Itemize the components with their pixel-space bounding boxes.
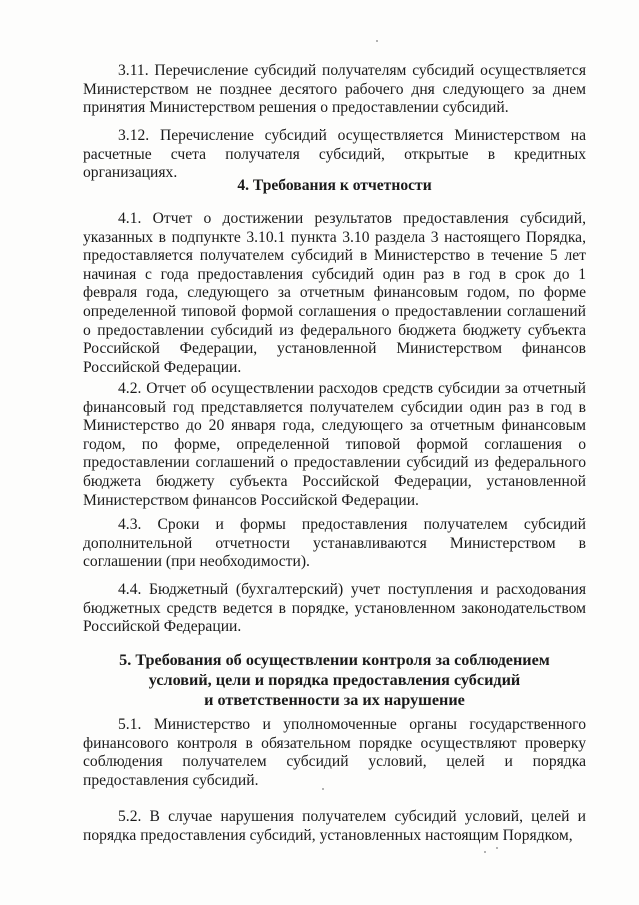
paragraph-5-1: 5.1. Министерство и уполномоченные органы государственного финансового контроля в обязательном порядке осуществляют проверку соблюдения получателем субсидий условий, целей и порядка предоставления субсидий.	[83, 716, 586, 789]
section-5-heading-line-1: 5. Требования об осуществлении контроля за соблюдением	[119, 651, 550, 669]
scan-speck	[484, 851, 486, 853]
scan-speck	[376, 40, 378, 42]
section-5-heading-line-3: и ответственности за их нарушение	[204, 691, 465, 709]
section-5-heading	[83, 650, 586, 710]
paragraph-5-2: 5.2. В случае нарушения получателем субсидий условий, целей и порядка предоставления субсидий, установленных настоящим Порядком,	[83, 808, 586, 844]
scan-speck	[496, 847, 498, 849]
paragraph-4-3: 4.3. Сроки и формы предоставления получателем субсидий дополнительной отчетности устанавливаются Министерством в соглашении (при необходимости).	[83, 516, 586, 571]
paragraph-4-2: 4.2. Отчет об осуществлении расходов средств субсидии за отчетный финансовый год представляется получателем субсидии один раз в год в Министерство до 20 января года, следующего за отчетным финансовым годом, по форме, определенной типовой формой соглашения о предоставлении соглашений о предоставлении субсидий из федерального бюджета бюджету субъекта Российской Федерации, установленной Министерством финансов Российской Федерации.	[83, 380, 586, 509]
paragraph-3-12: 3.12. Перечисление субсидий осуществляется Министерством на расчетные счета получателя субсидий, открытые в кредитных организациях.	[83, 127, 586, 182]
section-4-heading: 4. Требования к отчетности	[237, 177, 432, 194]
paragraph-3-11: 3.11. Перечисление субсидий получателям субсидий осуществляется Министерством не позднее десятого рабочего дня следующего за днем принятия Министерством решения о предоставлении субсидий.	[83, 62, 586, 117]
scan-speck	[322, 788, 324, 790]
paragraph-4-1: 4.1. Отчет о достижении результатов предоставления субсидий, указанных в подпункте 3.10.1 пункта 3.10 раздела 3 настоящего Порядка, предоставляется получателем субсидий в Министерство в течение 5 лет начиная с года предоставления субсидий один раз в год в срок до 1 февраля года, следующего за отчетным финансовым годом, по форме определенной типовой формой соглашения о предоставлении соглашений о предоставлении субсидий из федерального бюджета бюджету субъекта Российской Федерации, установленной Министерством финансов Российской Федерации.	[83, 210, 586, 376]
paragraph-4-4: 4.4. Бюджетный (бухгалтерский) учет поступления и расходования бюджетных средств ведется в порядке, установленном законодательством Российской Федерации.	[83, 581, 586, 636]
section-5-heading-line-2: условий, цели и порядка предоставления субсидий	[148, 671, 521, 689]
